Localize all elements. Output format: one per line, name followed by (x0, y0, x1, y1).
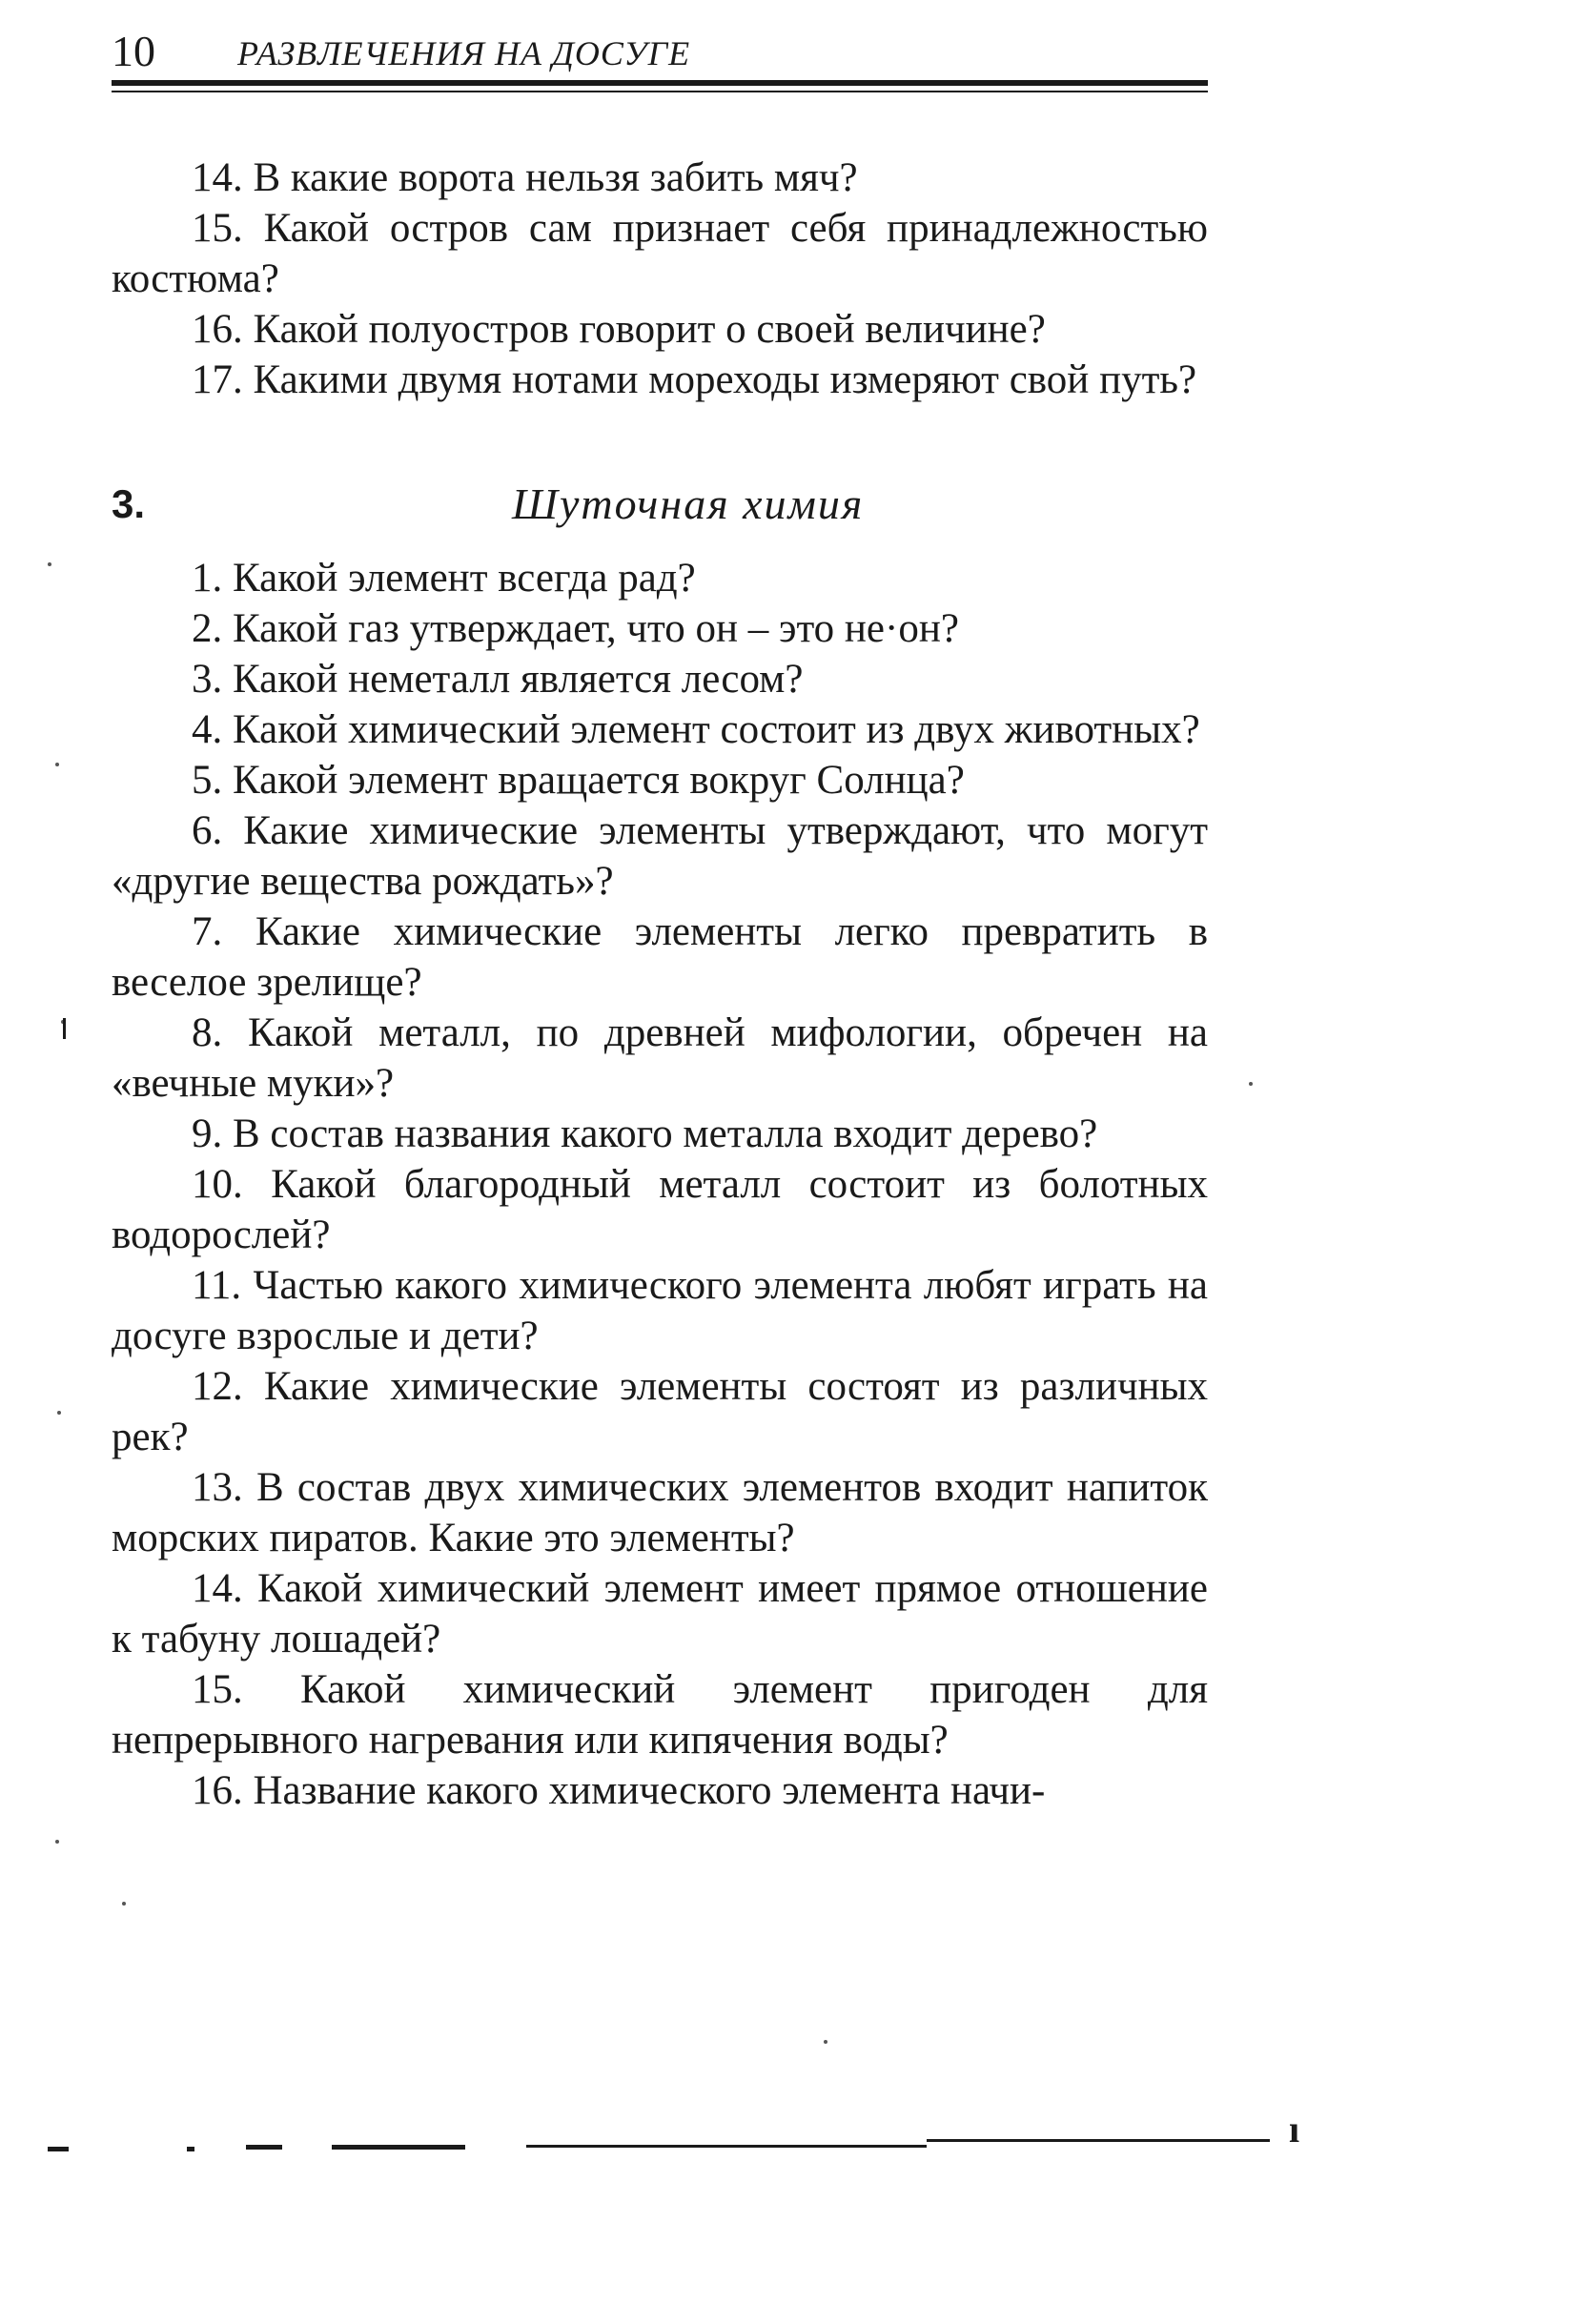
scan-dash (927, 2139, 1270, 2142)
question-item: 2. Какой газ утверждает, что он – это не·он? (192, 606, 959, 651)
scan-dash (526, 2145, 927, 2148)
page-header (112, 23, 1208, 80)
question-item: 6. Какие химические элементы утверждают, что могут «другие вещества рождать»? (112, 808, 1208, 904)
scan-speck (55, 1840, 59, 1844)
scan-dash (246, 2145, 282, 2150)
question-item: 11. Частью какого химического элемента любят играть на досуге взрослые и дети? (112, 1263, 1208, 1358)
question-item: 9. В состав названия какого металла входит дерево? (192, 1111, 1098, 1156)
scan-mark (63, 1018, 66, 1039)
section-heading (112, 477, 1208, 534)
scan-speck (122, 1902, 126, 1906)
chemistry-question-list (112, 553, 1208, 1816)
question-item: 13. В состав двух химических элементов входит напиток морских пиратов. Какие это элементы? (112, 1465, 1208, 1560)
question-item: 14. В какие ворота нельзя забить мяч? (192, 155, 858, 200)
question-item: 5. Какой элемент вращается вокруг Солнца? (192, 758, 965, 803)
header-rule-thin (112, 91, 1208, 92)
question-item: 1. Какой элемент всегда рад? (192, 556, 696, 601)
section-title: Шуточная химия (512, 479, 865, 528)
question-item: 7. Какие химические элементы легко превратить в веселое зрелище? (112, 909, 1208, 1005)
scan-dash (48, 2147, 69, 2151)
header-rule-thick (112, 80, 1208, 86)
scan-speck (48, 562, 51, 566)
page-number: 10 (112, 27, 155, 75)
question-item: 16. Какой полуостров говорит о своей величине? (192, 307, 1046, 352)
question-item: 16. Название какого химического элемента начи- (192, 1768, 1046, 1813)
question-item: 12. Какие химические элементы состоят из различных рек? (112, 1364, 1208, 1459)
running-title: РАЗВЛЕЧЕНИЯ НА ДОСУГЕ (237, 34, 691, 72)
scan-speck (55, 763, 59, 766)
question-item: 8. Какой металл, по древней мифологии, обречен на «вечные муки»? (112, 1010, 1208, 1106)
scan-speck (824, 2040, 827, 2044)
section-number: 3. (112, 481, 146, 526)
scan-artifacts (0, 2108, 1593, 2173)
question-item: 15. Какой химический элемент пригоден для непрерывного нагревания или кипячения воды? (112, 1667, 1208, 1763)
question-item: 4. Какой химический элемент состоит из двух животных? (192, 707, 1200, 752)
question-item: 14. Какой химический элемент имеет прямое отношение к табуну лошадей? (112, 1566, 1208, 1661)
scan-speck (1249, 1082, 1253, 1086)
question-item: 10. Какой благородный металл состоит из болотных водорослей? (112, 1162, 1208, 1257)
question-item: 3. Какой неметалл является лесом? (192, 657, 804, 702)
intro-question-list (112, 153, 1208, 405)
scan-dash (332, 2145, 465, 2150)
scan-dash (187, 2147, 194, 2151)
question-item: 17. Какими двумя нотами мореходы измеряют свой путь? (192, 357, 1197, 402)
scan-corner-mark: ı (1289, 2108, 1300, 2151)
question-item: 15. Какой остров сам признает себя принадлежностью костюма? (112, 206, 1208, 301)
scan-speck (57, 1411, 61, 1415)
